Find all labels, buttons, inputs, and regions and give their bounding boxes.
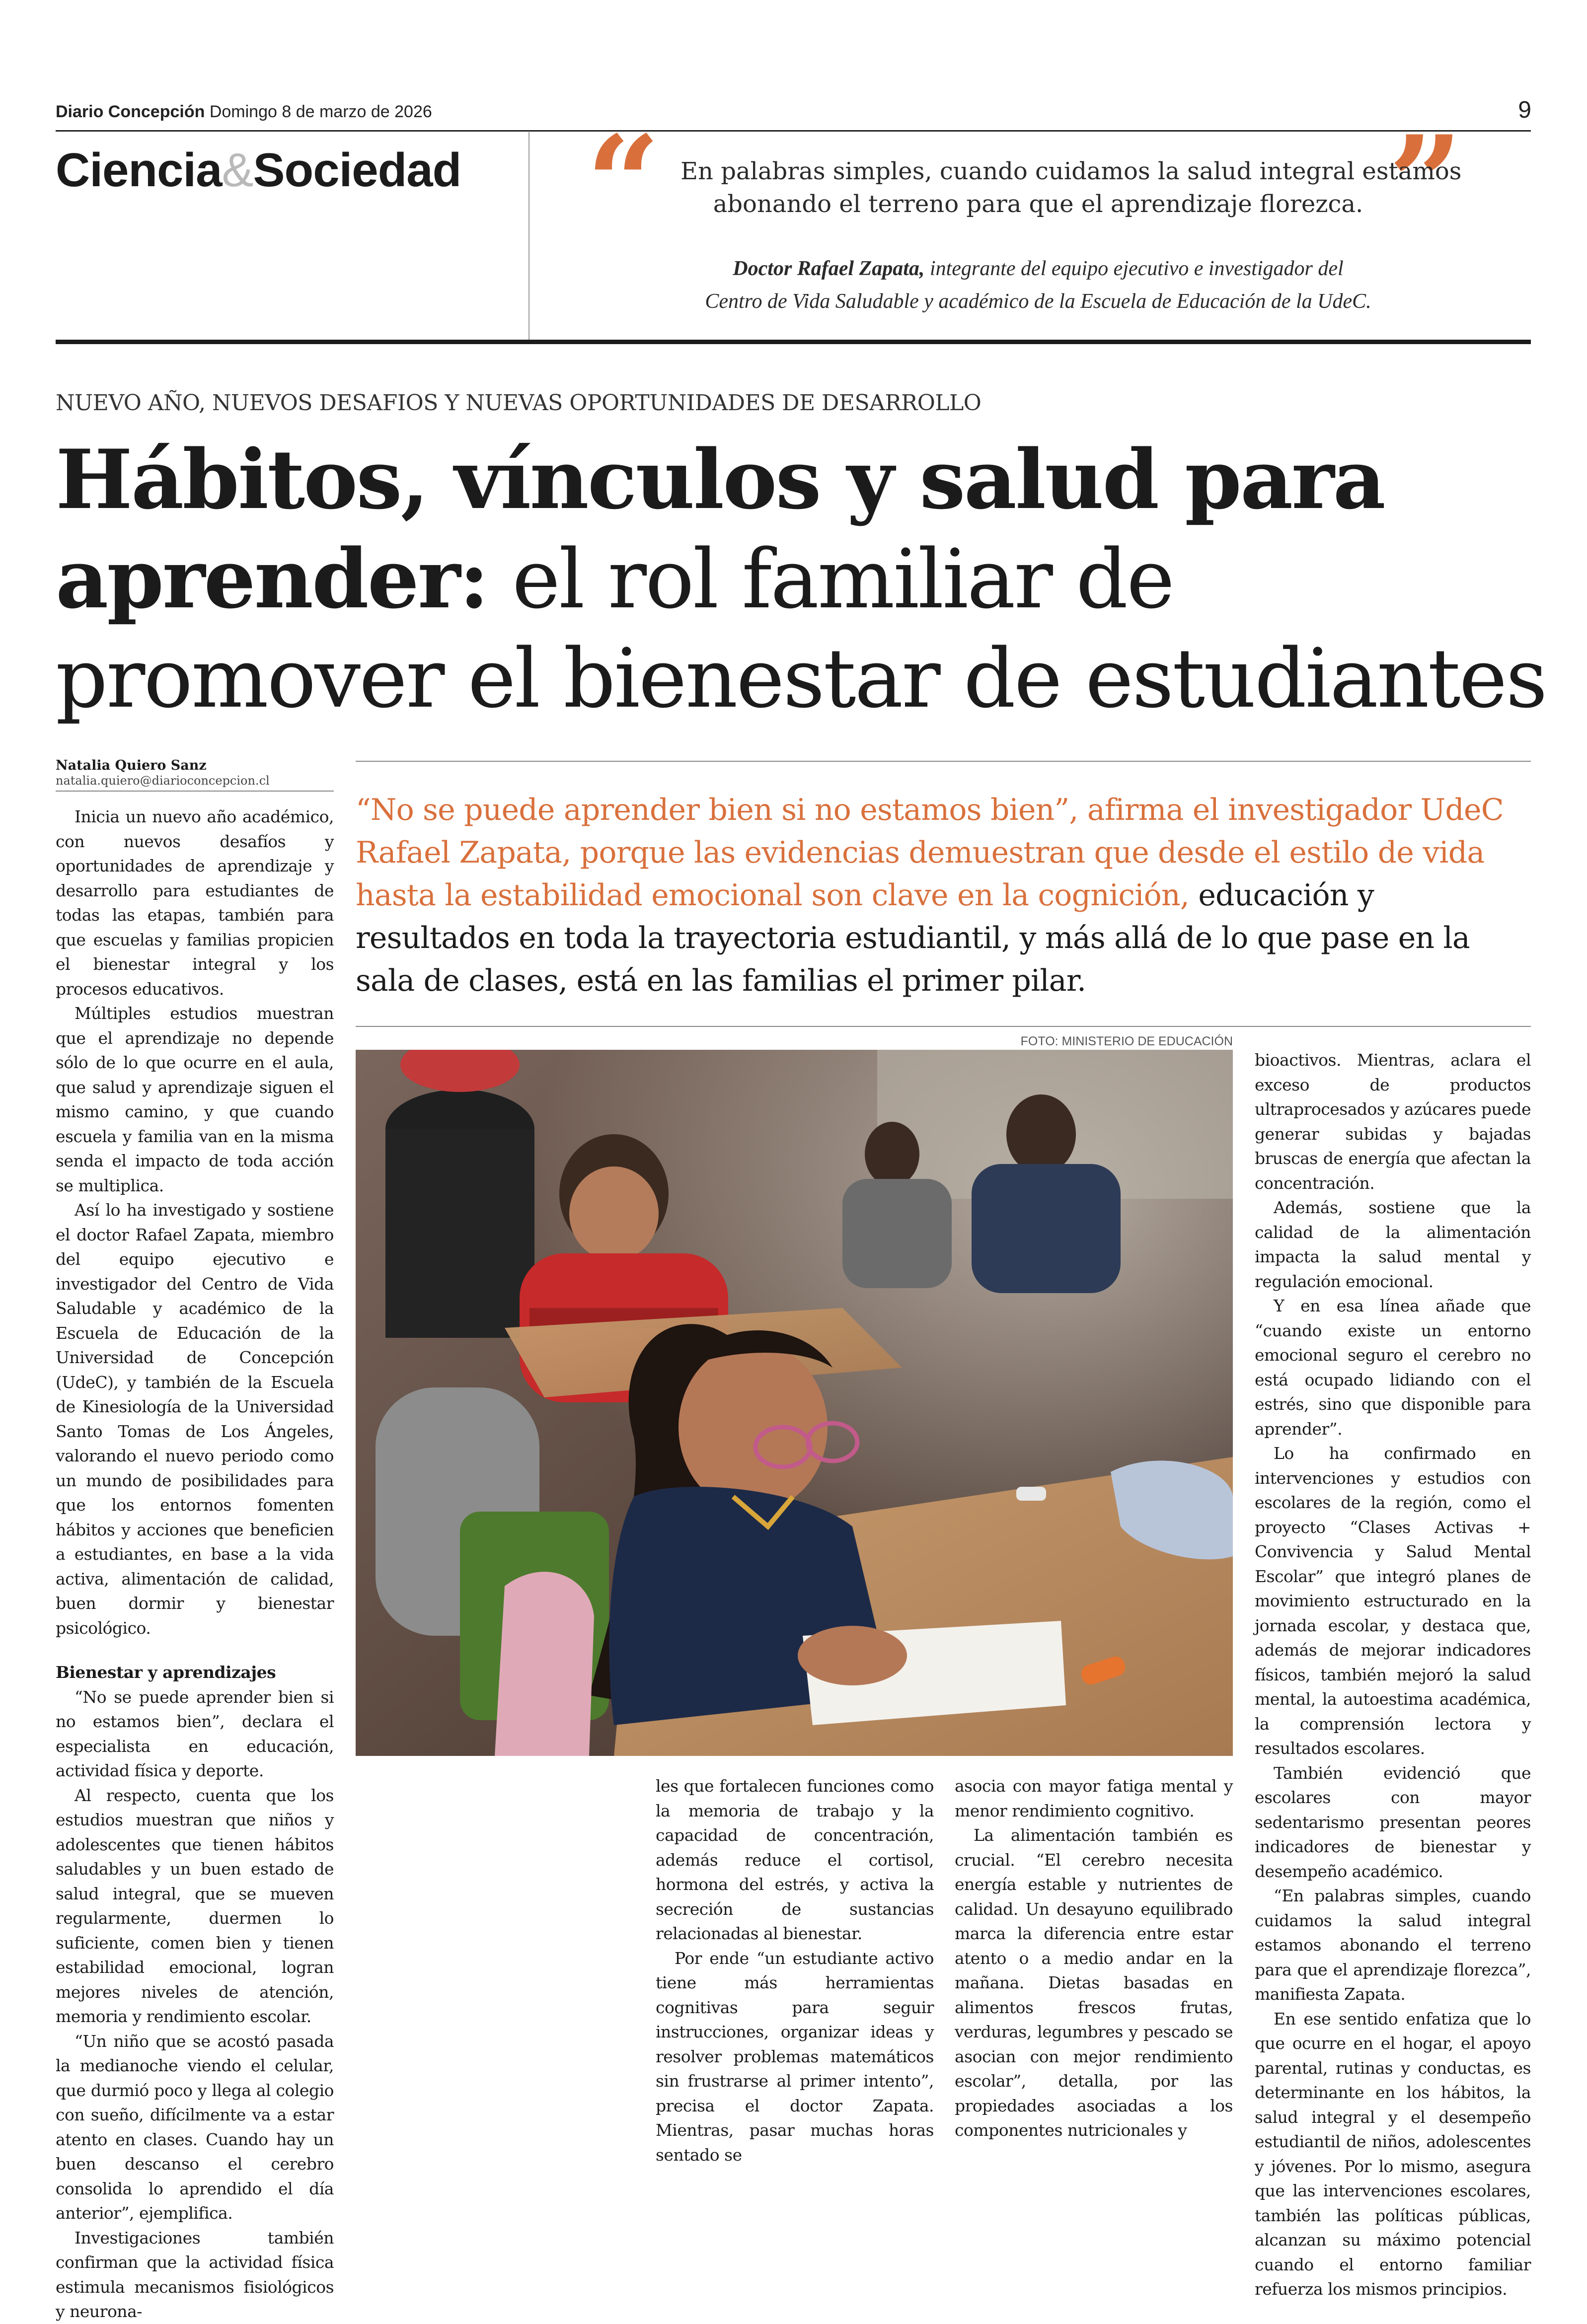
lead-rest: educación y resultados en toda la trayectoria estudiantil, y más allá de lo que pase en la sala de clases, está en las familias el primer pilar. [356,878,1470,998]
col1-subhead: Bienestar y aprendizajes [56,1663,276,1682]
col4-paragraph: También evidenció que escolares con mayor sedentarismo presentan peores indicadores de bienestar y desempeño académico. [1255,1763,1531,1881]
quote-role-2: Centro de Vida Saludable y académico de la Escuela de Educación de la UdeC. [705,290,1371,313]
col2-paragraph: les que fortalecen funciones como la memoria de trabajo y la capacidad de concentración, además reduce el cortisol, hormona del estrés, y activa la secreción de sustancias relacionadas al bienestar. [656,1776,934,1943]
col1-paragraph: Múltiples estudios muestran que el aprendizaje no depende sólo de lo que ocurre en el aula, que salud y aprendizaje siguen el mismo camino, y que cuando escuela y familia van en la misma senda el impacto de toda acción se multiplica. [56,1004,334,1195]
article-column-2 [656,1774,934,2167]
article-column-4 [1255,1048,1531,2302]
pull-quote-line-2: abonando el terreno para que el aprendizaje florezca. [713,190,1363,218]
quote-role-1: integrante del equipo ejecutivo e investigador del [924,257,1344,280]
pull-quote-attribution [641,252,1436,318]
headline-bold-2: aprender: [56,531,488,627]
lead-top-rule [356,761,1531,762]
masthead-rule [56,130,1531,132]
col4-paragraph: Además, sostiene que la calidad de la alimentación impacta la salud mental y regulación emocional. [1255,1198,1531,1291]
pull-quote-line-1: En palabras simples, cuando cuidamos la salud integral estamos [680,157,1462,185]
col1-paragraph: “Un niño que se acostó pasada la medianoche viendo el celular, que durmió poco y llega al colegio con sueño, difícilmente va a estar atento en clases. Cuando hay un buen descanso el cerebro consolida lo aprendido el día anterior”, ejemplifica. [56,2031,334,2223]
byline-name: Natalia Quiero Sanz [56,758,207,773]
open-quote-mark: “ [586,108,661,259]
article-headline [56,430,1546,728]
article-column-3 [955,1774,1233,2143]
close-quote-mark: ” [1388,108,1463,259]
quote-author: Doctor Rafael Zapata, [733,257,925,280]
publication-date: Domingo 8 de marzo de 2026 [209,102,432,121]
col2-paragraph: Por ende “un estudiante activo tiene más herramientas cognitivas para seguir instrucciones, organizar ideas y resolver problemas matemáticos sin frustrarse al primer intento”, precisa el doctor Zapata. Mientras, pasar muchas horas sentado se [656,1948,934,2165]
col1-paragraph: Al respecto, cuenta que los estudios muestran que niños y adolescentes que tienen hábitos saludables y un buen estado de salud integral, que se mueven regularmente, duermen lo suficiente, comen bien y tienen estabilidad emocional, logran mejores niveles de atención, memoria y rendimiento escolar. [56,1785,334,2026]
article-column-1 [56,804,334,2324]
article-lead [356,789,1531,1002]
photo-credit: FOTO: MINISTERIO DE EDUCACIÓN [1020,1034,1233,1048]
byline-rule [56,791,334,792]
col4-paragraph: En ese sentido enfatiza que lo que ocurre en el hogar, el apoyo parental, rutinas y conductas, es determinante en los hábitos, la salud integral y el desempeño estudiantil de niños, adolescentes y jóvenes. Por lo mismo, asegura que las intervenciones escolares, también las políticas públicas, alcanzan su máximo potencial cuando el entorno familiar refuerza los mismos principios. [1255,2009,1531,2299]
col1-paragraph: Inicia un nuevo año académico, con nuevos desafíos y oportunidades de aprendizaje y desarrollo para estudiantes de todas las etapas, también para que escuelas y familias propicien el bienestar integral y los procesos educativos. [56,807,334,999]
header-rule-thick [56,340,1531,344]
headline-light-2: el rol familiar de [487,532,1174,627]
masthead-dateline [56,102,432,122]
classroom-photo-illustration [356,1050,1233,1756]
section-ampersand: & [222,144,253,197]
section-right: Sociedad [253,144,461,197]
byline [56,758,334,788]
col1-paragraph: “No se puede aprender bien si no estamos bien”, declara el especialista en educación, actividad física y deporte. [56,1687,334,1780]
section-left: Ciencia [56,144,222,197]
section-title [56,143,461,198]
col3-paragraph: La alimentación también es crucial. “El cerebro necesita energía estable y nutrientes de calidad. Un desayuno equilibrado marca la diferencia entre estar atento o a medio andar en la mañana. Dietas basadas en alimentos frescos frutas, verduras, legumbres y pescado se asocian con mejor rendimiento escolar”, detalla, por las propiedades asociadas a los componentes nutricionales y [955,1825,1233,2140]
lead-highlight: “No se puede aprender bien si no estamos bien”, afirma el investigador UdeC Rafael Zapata, porque las evidencias demuestran que desde el estilo de vida hasta la estabilidad emocional son clave en la cognición, [356,793,1504,913]
col4-paragraph: Y en esa línea añade que “cuando existe un entorno emocional seguro el cerebro no está ocupado lidiando con el estrés, sino que disponible para aprender”. [1255,1296,1531,1439]
page-number: 9 [1518,97,1531,123]
article-photo [356,1050,1233,1756]
col1-paragraph: Así lo ha investigado y sostiene el doctor Rafael Zapata, miembro del equipo ejecutivo e investigador del Centro de Vida Saludable y académico de la Escuela de Educación de la Universidad de Concepción (UdeC), y también de la Escuela de Kinesiología de la Universidad Santo Tomas de Los Ángeles, valorando el nuevo periodo como un mundo de posibilidades para que los entornos fomenten hábitos y acciones que beneficien a estudiantes, en base a la vida activa, alimentación de calidad, buen dormir y bienestar psicológico. [56,1200,334,1638]
col4-paragraph: Lo ha confirmado en intervenciones y estudios con escolares de la región, como el proyecto “Clases Activas + Convivencia y Salud Mental Escolar” que integró planes de movimiento estructurado en la jornada escolar, y destaca que, además de mejorar indicadores físicos, también mejoró la salud mental, la autoestima académica, la comprensión lectora y resultados escolares. [1255,1444,1531,1758]
col1-paragraph: Investigaciones también confirman que la actividad física estimula mecanismos fisiológicos y neurona- [56,2228,334,2321]
col4-paragraph: bioactivos. Mientras, aclara el exceso de productos ultraprocesados y azúcares puede generar subidas y bajadas bruscas de energía que afectan la concentración. [1255,1050,1531,1193]
col3-paragraph: asocia con mayor fatiga mental y menor rendimiento cognitivo. [955,1776,1233,1820]
headline-line-1: Hábitos, vínculos y salud para [56,432,1384,527]
article-kicker: NUEVO AÑO, NUEVOS DESAFIOS Y NUEVAS OPORTUNIDADES DE DESARROLLO [56,390,982,416]
lead-bottom-rule [356,1026,1531,1027]
col4-paragraph: “En palabras simples, cuando cuidamos la salud integral estamos abonando el terreno para que el aprendizaje florezca”, manifiesta Zapata. [1255,1886,1531,2004]
paper-name: Diario Concepción [56,102,205,121]
headline-line-3: promover el bienestar de estudiantes [56,631,1546,726]
byline-email: natalia.quiero@diarioconcepcion.cl [56,774,270,788]
pull-quote-text [680,155,1462,220]
